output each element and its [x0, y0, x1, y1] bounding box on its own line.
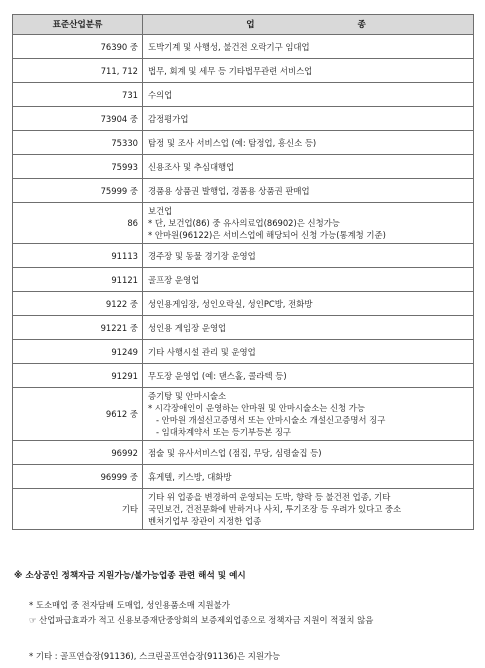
- description-line: 기타 위 업종을 변경하여 운영되는 도박, 향락 등 불건전 업종, 기타: [148, 492, 391, 502]
- table-row: [13, 83, 474, 107]
- industry-description: 감정평가업: [143, 107, 474, 131]
- industry-description: 골프장 운영업: [143, 268, 474, 292]
- table-row: [13, 489, 474, 530]
- description-note: * 단, 보건업(86) 중 유사의료업(86902)은 신청가능: [148, 218, 340, 228]
- industry-description: 성인용 게임장 운영업: [143, 316, 474, 340]
- table-row: [13, 35, 474, 59]
- industry-description: 경주장 및 동물 경기장 운영업: [143, 244, 474, 268]
- description-note: * 안마원(96122)은 서비스업에 해당되어 신청 가능(통계청 기준): [148, 230, 386, 240]
- table-row: [13, 244, 474, 268]
- industry-code: 96992: [13, 441, 143, 465]
- table-row: [13, 292, 474, 316]
- industry-code: 91249: [13, 340, 143, 364]
- table-row: [13, 441, 474, 465]
- table-row: [13, 364, 474, 388]
- table-row: [13, 316, 474, 340]
- industry-description: 탐정 및 조사 서비스업 (예: 탐정업, 흥신소 등): [143, 131, 474, 155]
- industry-code: 711, 712: [13, 59, 143, 83]
- description-line: 국민보건, 건전문화에 반하거나 사치, 투기조장 등 우려가 있다고 중소: [148, 504, 402, 514]
- table-row: [13, 268, 474, 292]
- note-line: ☞ 산업파급효과가 적고 신용보증재단중앙회의 보증제외업종으로 정책자금 지원이 적절치 않음: [29, 615, 374, 625]
- industry-description: 수의업: [143, 83, 474, 107]
- table-row: [13, 131, 474, 155]
- description-line: 증기탕 및 안마시술소: [148, 391, 227, 401]
- table-row: [13, 107, 474, 131]
- table-row: [13, 203, 474, 244]
- industry-code: 9612 중: [13, 388, 143, 441]
- note-line: * 기타 : 골프연습장(91136), 스크린골프연습장(91136)은 지원가능: [29, 651, 281, 661]
- table-row: [13, 59, 474, 83]
- description-line: 보건업: [148, 206, 173, 216]
- industry-description: 점술 및 유사서비스업 (점집, 무당, 심령술집 등): [143, 441, 474, 465]
- table-row: [13, 465, 474, 489]
- industry-description: 신용조사 및 추심대행업: [143, 155, 474, 179]
- industry-code: 731: [13, 83, 143, 107]
- excluded-industries-table: [12, 14, 474, 530]
- header-industry: 업 종: [143, 15, 474, 35]
- industry-description: 휴게텔, 키스방, 대화방: [143, 465, 474, 489]
- description-subnote: - 임대차계약서 또는 등기부등본 징구: [156, 427, 292, 437]
- industry-code: 기타: [13, 489, 143, 530]
- table-row: [13, 155, 474, 179]
- industry-code: 86: [13, 203, 143, 244]
- description-note: * 시각장애인이 운영하는 안마원 및 안마시술소는 신청 가능: [148, 403, 365, 413]
- industry-code: 75993: [13, 155, 143, 179]
- industry-description: [143, 388, 474, 441]
- industry-description: 법무, 회계 및 세무 등 기타법무관련 서비스업: [143, 59, 474, 83]
- industry-code: 75999 중: [13, 179, 143, 203]
- description-line: 벤처기업부 장관이 지정한 업종: [148, 516, 262, 526]
- industry-code: 96999 중: [13, 465, 143, 489]
- industry-code: 91121: [13, 268, 143, 292]
- industry-code: 91113: [13, 244, 143, 268]
- table-row: [13, 340, 474, 364]
- industry-description: [143, 203, 474, 244]
- interpretation-notes: [14, 569, 474, 662]
- industry-description: 경품용 상품권 발행업, 경품용 상품권 판매업: [143, 179, 474, 203]
- industry-code: 73904 중: [13, 107, 143, 131]
- description-subnote: - 안마원 개설신고증명서 또는 안마시술소 개설신고증명서 징구: [156, 415, 386, 425]
- note-line: * 도소매업 중 전자담배 도매업, 성인용품소매 지원불가: [29, 600, 230, 610]
- industry-description: 기타 사행시설 관리 및 운영업: [143, 340, 474, 364]
- table-header-row: [13, 15, 474, 35]
- industry-description: 무도장 운영업 (예: 댄스홀, 콜라텍 등): [143, 364, 474, 388]
- industry-description: [143, 489, 474, 530]
- notes-title: ※ 소상공인 정책자금 지원가능/불가능업종 관련 해석 및 예시: [14, 571, 246, 581]
- table-row: [13, 388, 474, 441]
- industry-code: 76390 중: [13, 35, 143, 59]
- industry-code: 91221 중: [13, 316, 143, 340]
- industry-code: 91291: [13, 364, 143, 388]
- industry-description: 성인용게임장, 성인오락실, 성인PC방, 전화방: [143, 292, 474, 316]
- industry-code: 9122 중: [13, 292, 143, 316]
- table-row: [13, 179, 474, 203]
- industry-code: 75330: [13, 131, 143, 155]
- header-industry-code: 표준산업분류: [13, 15, 143, 35]
- industry-description: 도박기계 및 사행성, 불건전 오락기구 임대업: [143, 35, 474, 59]
